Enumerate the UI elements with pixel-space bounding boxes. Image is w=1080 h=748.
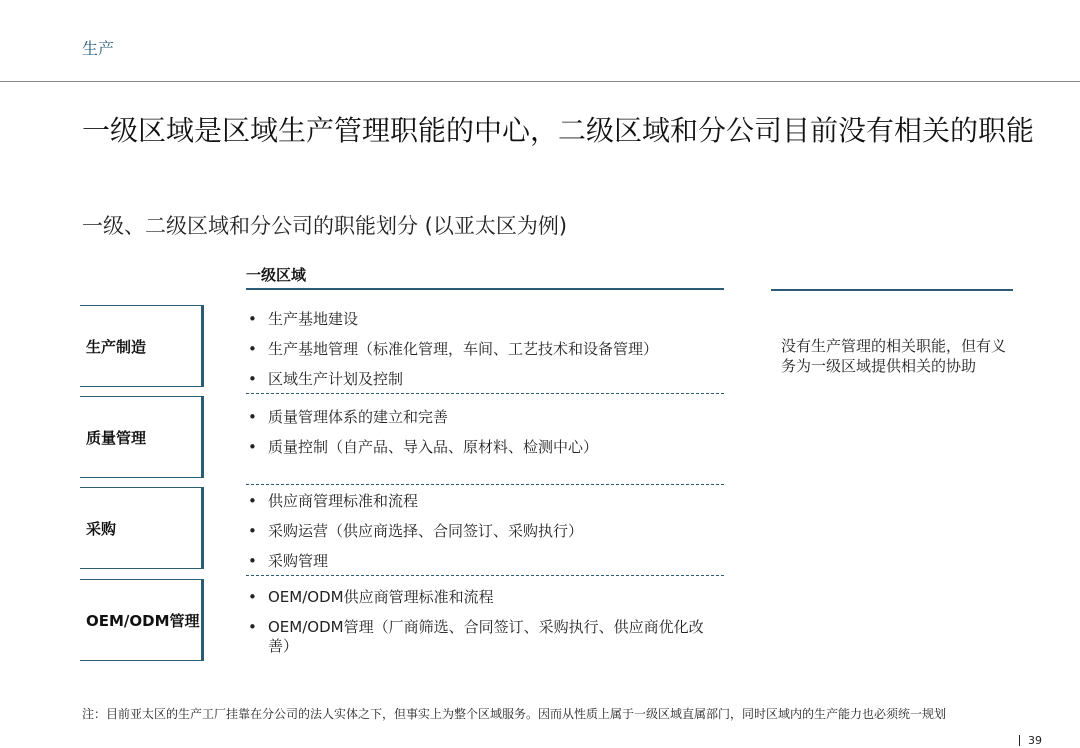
page-title: 一级区域是区域生产管理职能的中心，二级区域和分公司目前没有相关的职能 bbox=[82, 114, 1035, 147]
list-item: • 区域生产计划及控制 bbox=[246, 370, 726, 389]
list-item: • OEM/ODM供应商管理标准和流程 bbox=[246, 588, 726, 607]
list-item: • 生产基地建设 bbox=[246, 310, 726, 329]
row-divider bbox=[246, 484, 724, 485]
list-item: • 供应商管理标准和流程 bbox=[246, 492, 726, 511]
page-subtitle: 一级、二级区域和分公司的职能划分 (以亚太区为例) bbox=[82, 214, 568, 238]
row-divider bbox=[246, 393, 724, 394]
page-number-separator bbox=[1019, 735, 1020, 746]
function-list-procurement bbox=[246, 492, 726, 571]
footnote: 注：目前亚太区的生产工厂挂靠在分公司的法人实体之下，但事实上为整个区域服务。因而从性质上属于一级区域直属部门，同时区域内的生产能力也必须统一规划 bbox=[82, 707, 947, 721]
level2-side-note: 没有生产管理的相关职能，但有义务为一级区域提供相关的协助 bbox=[781, 337, 1007, 375]
list-item: • 质量管理体系的建立和完善 bbox=[246, 408, 726, 427]
function-list-oem-odm bbox=[246, 588, 726, 656]
level1-column-rule bbox=[246, 288, 724, 290]
header-rule bbox=[0, 81, 1080, 82]
list-item: • OEM/ODM管理（厂商筛选、合同签订、采购执行、供应商优化改善） bbox=[246, 618, 726, 656]
category-production: 生产制造 bbox=[80, 305, 204, 387]
category-quality: 质量管理 bbox=[80, 396, 204, 478]
category-oem-odm: OEM/ODM管理 bbox=[80, 579, 204, 661]
list-item: • 质量控制（自产品、导入品、原材料、检测中心） bbox=[246, 438, 726, 457]
level2-column-rule bbox=[771, 289, 1013, 291]
function-list-quality bbox=[246, 408, 726, 457]
list-item: • 生产基地管理（标准化管理，车间、工艺技术和设备管理） bbox=[246, 340, 726, 359]
section-label: 生产 bbox=[82, 39, 115, 58]
category-procurement: 采购 bbox=[80, 487, 204, 569]
level1-column-heading: 一级区域 bbox=[246, 266, 307, 284]
list-item: • 采购管理 bbox=[246, 552, 726, 571]
list-item: • 采购运营（供应商选择、合同签订、采购执行） bbox=[246, 522, 726, 541]
row-divider bbox=[246, 575, 724, 576]
function-list-production bbox=[246, 310, 726, 389]
page-number: 39 bbox=[1028, 734, 1042, 747]
